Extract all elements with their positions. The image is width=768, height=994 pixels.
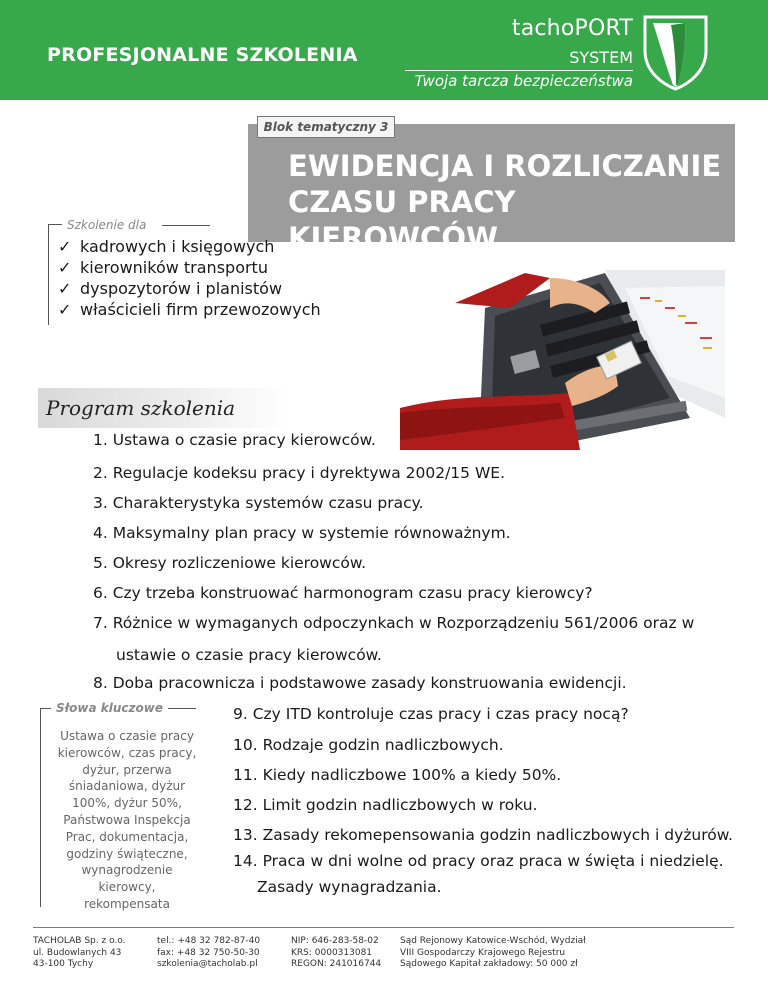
list-item: 8. Doba pracownicza i podstawowe zasady konstruowania ewidencji. (93, 674, 627, 692)
list-item: 10. Rodzaje godzin nadliczbowych. (233, 736, 504, 754)
title-panel (248, 124, 735, 255)
header-banner (0, 0, 768, 100)
brand-system: SYSTEM (569, 48, 633, 67)
page-title: EWIDENCJA I ROZLICZANIE CZASU PRACY KIEROWCÓW (288, 149, 722, 255)
list-item: ✓ dyspozytorów i planistów (58, 279, 283, 298)
check-icon: ✓ (58, 300, 72, 319)
brand-wordmark (405, 12, 633, 92)
list-item: 9. Czy ITD kontroluje czas pracy i czas pracy nocą? (233, 705, 629, 723)
brand-slogan: Twoja tarcza bezpieczeństwa (414, 72, 633, 90)
list-item: 13. Zasady rekomepensowania godzin nadliczbowych i dyżurów. (233, 826, 733, 844)
footer-court: Sąd Rejonowy Katowice-Wschód, Wydział VIII Gospodarczy Krajowego Rejestru Sądowego Kapitał zakładowy: 50 000 zł (400, 936, 586, 969)
audience-caption: Szkolenie dla (62, 218, 151, 232)
laptop-photo (400, 268, 725, 450)
audience-box (48, 218, 321, 328)
list-item: 14. Praca w dni wolne od pracy oraz praca w święta i niedzielę. (233, 852, 724, 870)
list-item: 3. Charakterystyka systemów czasu pracy. (93, 494, 424, 512)
keywords-box (40, 701, 205, 913)
brand-rule (405, 70, 633, 71)
list-item: 12. Limit godzin nadliczbowych w roku. (233, 796, 538, 814)
check-icon: ✓ (58, 258, 72, 277)
list-item: 5. Okresy rozliczeniowe kierowców. (93, 554, 367, 572)
keywords-caption: Słowa kluczowe (51, 701, 168, 715)
check-icon: ✓ (58, 237, 72, 256)
list-item: ✓ kierowników transportu (58, 258, 268, 277)
footer-contact: tel.: +48 32 782-87-40 fax: +48 32 750-50-30 szkolenia@tacholab.pl (157, 936, 261, 969)
email-link[interactable]: szkolenia@tacholab.pl (157, 959, 258, 969)
list-item: ✓ kadrowych i księgowych (58, 237, 275, 256)
footer-registry: NIP: 646-283-58-02 KRS: 0000313081 REGON: 241016744 (291, 936, 382, 969)
check-icon: ✓ (58, 279, 72, 298)
list-item: 11. Kiedy nadliczbowe 100% a kiedy 50%. (233, 766, 562, 784)
header-tagline: PROFESJONALNE SZKOLENIA (47, 44, 358, 66)
footer-company: TACHOLAB Sp. z o.o. ul. Budowlanych 43 43-100 Tychy (33, 936, 126, 969)
keywords-text: Ustawa o czasie pracy kierowców, czas pracy, dyżur, przerwa śniadaniowa, dyżur 100%, dyżur 50%, Państwowa Inspekcja Prac, dokumentacja, godziny świąteczne, wynagrodzenie kierowcy, rekompensata (57, 729, 197, 911)
program-heading: Program szkolenia (46, 396, 236, 420)
list-item: ustawie o czasie pracy kierowców. (116, 646, 382, 664)
list-item: 4. Maksymalny plan pracy w systemie równoważnym. (93, 524, 511, 542)
list-item: 2. Regulacje kodeksu pracy i dyrektywa 2002/15 WE. (93, 464, 506, 482)
brand-name: tachoPORT (511, 16, 633, 41)
list-item: 7. Różnice w wymaganych odpoczynkach w Rozporządzeniu 561/2006 oraz w (93, 614, 695, 632)
list-item: Zasady wynagradzania. (257, 878, 442, 896)
list-item: 1. Ustawa o czasie pracy kierowców. (93, 431, 376, 449)
audience-list (58, 236, 321, 320)
program-heading-band (38, 388, 288, 428)
list-item: ✓ właścicieli firm przewozowych (58, 300, 321, 319)
footer-divider (33, 927, 734, 928)
shield-logo-icon (637, 11, 714, 92)
list-item: 6. Czy trzeba konstruować harmonogram czasu pracy kierowcy? (93, 584, 593, 602)
block-tag: Blok tematyczny 3 (257, 116, 395, 138)
